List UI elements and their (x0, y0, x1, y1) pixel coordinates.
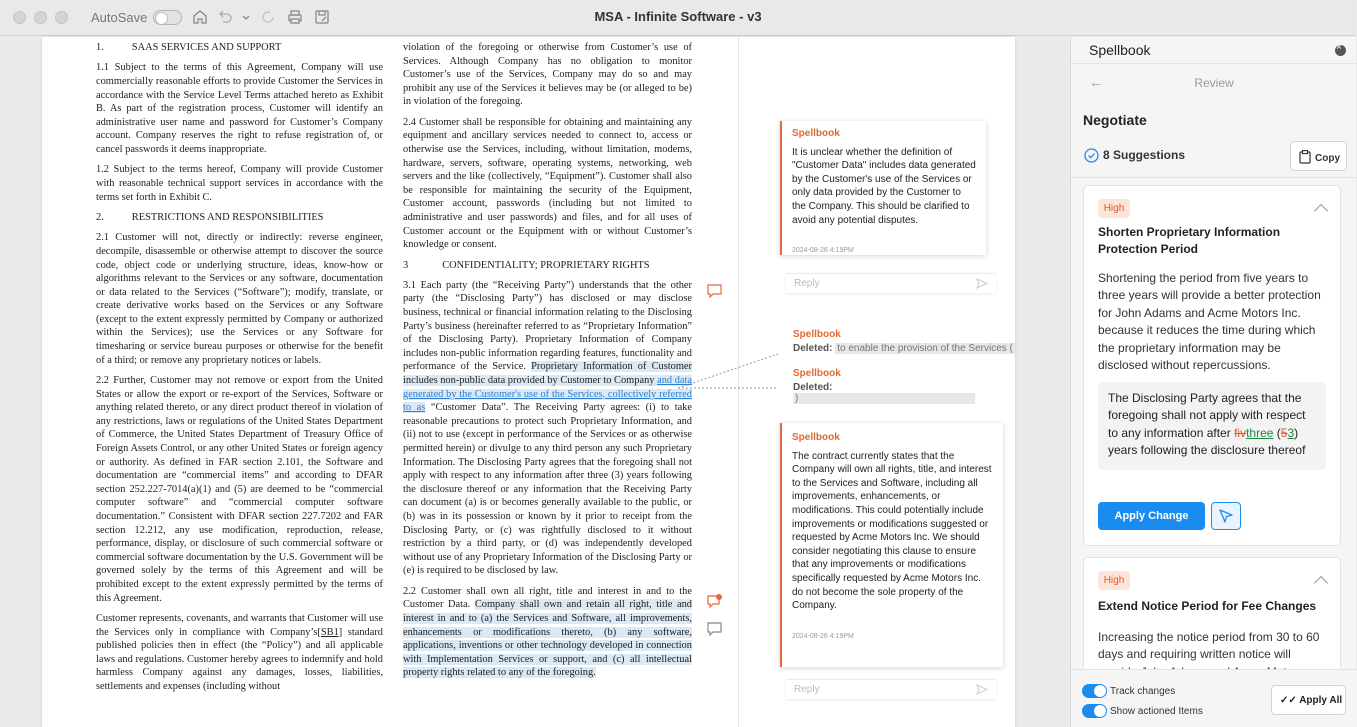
sidebar-title: Spellbook (1089, 42, 1151, 58)
suggestion-title: Extend Notice Period for Fee Changes (1098, 599, 1317, 613)
clause-2-4: 2.4 Customer shall be responsible for obtaining and maintaining any equipment and ancillary services needed to connect to, access or otherwise use the Services, including, without limitation, modems, hardware, servers, software, operating systems, networking, web servers and the like (collectively, “Equipment”). Customer shall also be responsible for maintaining the security of the Equipment, Customer account, passwords (including but not limited to administrative and user passwords) and files, and for all uses of Customer account or the Equipment with or without Customer’s knowledge or consent. (403, 116, 692, 251)
review-label: Review (1194, 76, 1234, 90)
comment-resolved-icon[interactable] (707, 594, 722, 608)
suggestion-body: Shortening the period from five years to three years will provide a better protection for John Adams and Acme Motors Inc. because it reduces the time during which the proprietary information may be disclosed without repercussions. (1098, 271, 1321, 373)
clause-3-1 (403, 279, 692, 578)
section-2-heading (96, 211, 383, 225)
comment-marker-icon[interactable] (707, 622, 722, 636)
comment-timestamp: 2024-08-26 4:19PM (792, 247, 854, 255)
chevron-up-icon[interactable] (1314, 204, 1328, 218)
suggestion-count (1084, 148, 1185, 163)
section-1-heading (96, 41, 383, 55)
clause-continuation: violation of the foregoing or otherwise from Customer’s use of Services. Although Company has no obligation to monitor Customer’s use of the Services, Company may do so and may prohibit any use of the Services it believes may be (or alleged to be) in violation of the foregoing. (403, 42, 692, 108)
section-number: 1. (96, 42, 104, 53)
text-column-right[interactable] (403, 41, 692, 687)
suggestion-body: Increasing the notice period from 30 to 60 days and requiring written notice will (1098, 630, 1320, 662)
section-3-heading (403, 259, 692, 273)
deletion-label: Deleted: (793, 343, 833, 354)
quote-text: The Disclosing Party agrees that the foregoing shall not apply with respect to any information after (1108, 391, 1306, 440)
comment-reply-input[interactable] (786, 679, 996, 699)
comment-reply-input[interactable] (786, 273, 996, 293)
comment-card[interactable] (780, 121, 986, 255)
apply-change-button[interactable]: Apply Change (1098, 502, 1205, 530)
priority-badge: High (1098, 199, 1130, 218)
text-column-left[interactable] (96, 41, 383, 700)
document-title: MSA - Infinite Software - v3 (594, 9, 762, 24)
spellbook-sidebar (1070, 37, 1356, 727)
deleted-text: 5 (1280, 425, 1288, 440)
deletion-author: Spellbook (793, 368, 841, 379)
priority-badge: High (1098, 571, 1130, 590)
deleted-text: fiv (1234, 425, 1247, 440)
copy-button[interactable] (1290, 141, 1347, 171)
clause-text: 3.1 Each party (the “Receiving Party”) understands that the other party (the “Disclosing Party”) has disclosed or may disclose business, technical or financial information relating to the Disclosing Party’s business (hereinafter referred to as “Proprietary Information” of the Disclosing Party). Proprietary Information of Company includes non-public information regarding features, functionality and performance of the Service. (403, 279, 692, 373)
show-actioned-toggle[interactable] (1082, 704, 1107, 718)
apply-all-label: Apply All (1299, 695, 1343, 706)
autosave-label: AutoSave (91, 10, 148, 25)
document-page[interactable] (42, 37, 1015, 727)
clause-2-1: 2.1 Customer will not, directly or indirectly: reverse engineer, decompile, disassemble or otherwise attempt to discover the source code, object code or underlying structure, ideas, know-how or algorithms relevant to the Services or any software, documentation or data related to the Services (“Software”); modify, translate, or create derivative works based on the Services or any Software (except to the extent expressly permitted by Company or authorized within the Services); use the Services or any Software for timesharing or service bureau purposes or otherwise for the benefit of a third; or remove any proprietary notices or labels. (96, 232, 383, 366)
comment-marker-icon[interactable] (707, 284, 722, 298)
suggestion-count-text: 8 Suggestions (1103, 148, 1186, 162)
apply-all-button[interactable] (1271, 685, 1346, 715)
send-icon[interactable] (976, 684, 988, 695)
title-bar (0, 0, 1356, 36)
quote-text: ( (1273, 425, 1281, 440)
reply-placeholder: Reply (794, 684, 820, 695)
sidebar-header (1071, 37, 1357, 64)
clause-text: 2.2 Customer shall own all right, title and interest in and to the Customer Data. (403, 585, 692, 611)
send-icon[interactable] (976, 278, 988, 289)
tracked-insertion[interactable]: and data generated by the Customer's use of the Services, collectively referred to as (403, 375, 692, 414)
suggestion-list[interactable] (1071, 177, 1357, 669)
comment-timestamp: 2024-08-26 4:19PM (792, 632, 854, 640)
cursor-pointer-icon (1218, 508, 1234, 524)
check-circle-icon (1084, 148, 1099, 163)
comment-author: Spellbook (792, 128, 840, 139)
inserted-text: three (1246, 425, 1274, 440)
chevron-up-icon[interactable] (1314, 576, 1328, 590)
inserted-text: 3 (1287, 425, 1295, 440)
double-check-icon: ✓✓ (1280, 695, 1297, 706)
comment-card[interactable] (780, 423, 1003, 667)
comment-connector-lines (674, 342, 784, 392)
reply-placeholder: Reply (794, 278, 820, 289)
comment-text: It is unclear whether the definition of "Customer Data" includes data generated by the Customer's use of the Services or only data provided by the Customer to the Company. This should be clarified to avoid any potential disputes. (792, 146, 976, 226)
deleted-text: ) (793, 393, 975, 404)
locate-in-document-button[interactable] (1211, 502, 1241, 530)
clause-1-2: 1.2 Subject to the terms hereof, Company will provide Customer with reasonable technical support services in accordance with the terms set forth in Exhibit C. (96, 164, 383, 203)
clause-3-2 (403, 585, 692, 680)
close-icon[interactable] (1335, 45, 1346, 56)
deletion-note[interactable] (793, 329, 1015, 354)
clause-text: Customer represents, covenants, and warrants that Customer will use the Services only in compliance with Company’s (96, 612, 383, 638)
commented-text-highlight[interactable]: Proprietary Information of Customer includes non-public data provided by Customer to Company (403, 361, 692, 387)
comment-reference[interactable]: [SB1] (317, 626, 343, 638)
clause-2-3 (96, 612, 383, 694)
section-title: SAAS SERVICES AND SUPPORT (131, 42, 282, 53)
section-number: 3 (403, 259, 409, 271)
sidebar-footer (1071, 669, 1357, 727)
copy-label: Copy (1315, 153, 1340, 164)
commented-text-highlight[interactable]: Company shall own and retain all right, title and interest in and to (a) the Services and Software, all improvements, enhancements or modifications thereto, (b) any software, applications, inventions or other technology developed in connection with Implementation Services or support, and (c) all intellectual property rights related to any of the foregoing. (403, 599, 692, 679)
comment-author: Spellbook (792, 432, 840, 443)
deleted-text: to enable the provision of the Services ( (837, 343, 1013, 354)
suggestion-card[interactable] (1083, 185, 1341, 546)
show-actioned-label: Show actioned Items (1110, 706, 1203, 717)
clause-1-1: 1.1 Subject to the terms of this Agreement, Company will use commercially reasonable efforts to provide Customer the Services in accordance with the Service Level Terms attached hereto as Exhibit B. As part of the registration process, Customer will identify an administrative user name and password for Customer’s Company account. Company reserves the right to refuse registration of, or cancel passwords it deems inappropriate. (96, 62, 383, 155)
track-changes-label: Track changes (1110, 686, 1176, 697)
clause-2-2: 2.2 Further, Customer may not remove or export from the United States or allow the export or re-export of the Services, Software or anything related thereto, or any direct product thereof in violation of any restrictions, laws or regulations of the United States Department of Commerce, the United States Department of Treasury Office of Foreign Assets Control, or any other United States or foreign agency or authority. As defined in FAR section 2.101, the Software and documentation are “commercial items” and according to DFAR section 252.227-7014(a)(1) and (5) are deemed to be “commercial computer software” and “commercial computer software documentation.” Consistent with DFAR section 227.7202 and FAR section 12.212, any use modification, reproduction, release, performance, display, or disclosure of such commercial software or commercial software documentation by the U.S. Government will be governed solely by the terms of this Agreement and will be prohibited except to the extent expressly permitted by the terms of this Agreement. (96, 375, 383, 604)
deletion-note[interactable] (793, 368, 1015, 404)
comment-text: The contract currently states that the Company will own all rights, title, and interest to the Services and Software, including all improvements, enhancements, or modifications. This could potentially include improvements or modifications suggested or requested by Acme Motors Inc. We should consider negotiating this clause to ensure that any improvements or modifications specifically requested by Acme Motors Inc. do not become the sole property of the Company. (792, 450, 992, 612)
deletion-author: Spellbook (793, 329, 841, 340)
section-title: RESTRICTIONS AND RESPONSIBILITIES (131, 211, 324, 223)
suggestion-title: Shorten Proprietary Information Protection Period (1098, 225, 1281, 256)
clause-text: standard published policies then in effect (the “Policy”) and all applicable laws and regulations. Customer hereby agrees to indemnify and hold harmless Company against any damages, losses, liabilities, settlements and expenses (including without (96, 626, 383, 692)
section-number: 2. (96, 211, 104, 223)
back-arrow-icon[interactable]: ← (1089, 74, 1103, 90)
deletion-label: Deleted: (793, 382, 833, 393)
section-title: CONFIDENTIALITY; PROPRIETARY RIGHTS (442, 259, 650, 271)
suggested-change-preview (1098, 382, 1326, 470)
quote-text: ) years following the disclosure thereof (1108, 425, 1306, 458)
clipboard-icon (1299, 150, 1311, 164)
document-area (0, 37, 1069, 727)
section-title: Negotiate (1083, 112, 1147, 128)
clause-text: “Customer Data”. The Receiving Party agrees: (i) to take reasonable precautions to protect such Proprietary Information, and (ii) not to use (except in performance of the Services or as otherwise permitted herein) or divulge to any third person any such Proprietary Information. The Disclosing Party agrees that the foregoing shall not apply with respect to any information after three (3) years following the disclosure thereof or any information that the Receiving Party can document (a) is or becomes generally available to the public, or (b) was in its possession or known by it prior to receipt from the Disclosing Party, or (c) was rightfully disclosed to it without restriction by a third party, or (d) was independently developed without use of any Proprietary Information of the Disclosing Party or (e) is required to be disclosed by law. (403, 402, 692, 577)
track-changes-toggle[interactable] (1082, 684, 1107, 698)
